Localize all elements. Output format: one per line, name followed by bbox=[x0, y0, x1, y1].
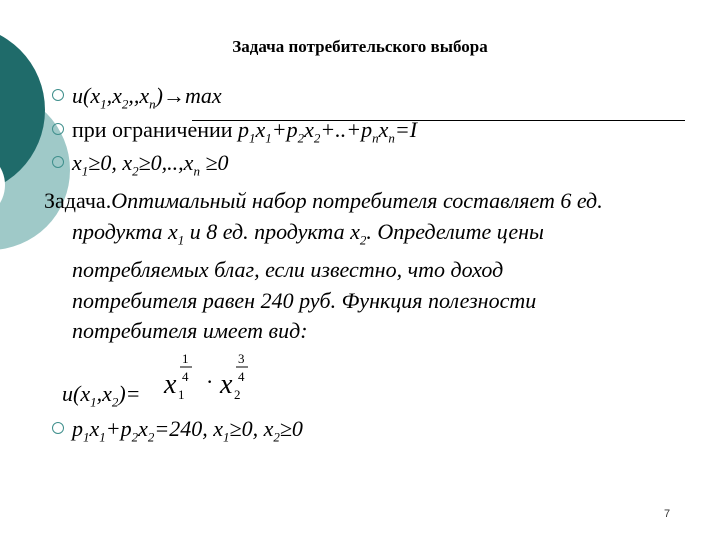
bullet-icon bbox=[52, 422, 64, 434]
exp1-den: 4 bbox=[182, 369, 189, 384]
base-x2-sub: 2 bbox=[234, 387, 241, 402]
dot-operator: · bbox=[206, 369, 214, 394]
bullet-text: $x_1\ge 0$, $x_2\ge 0,..,x_n \ge 0$ bbox=[72, 150, 229, 179]
page-number: 7 bbox=[664, 508, 671, 520]
task-line-3: потребляемых благ, если известно, что доход bbox=[72, 257, 504, 283]
base-x1: x bbox=[164, 369, 177, 400]
utility-formula bbox=[162, 345, 272, 415]
task-line-1 bbox=[44, 186, 694, 217]
task-line-4: потребителя равен 240 руб. Функция полезности bbox=[72, 287, 537, 313]
bullet-icon bbox=[52, 156, 64, 168]
exp2-num: 3 bbox=[238, 351, 245, 366]
task-line-text: Оптимальный набор потребителя составляет 6 ед. bbox=[111, 188, 603, 213]
base-x1-sub: 1 bbox=[178, 387, 185, 402]
bullet-text: $u(x_1,x_2,,x_n)\to\max$ bbox=[72, 83, 222, 112]
base-x2: x bbox=[220, 369, 233, 400]
task-paragraph bbox=[44, 186, 694, 347]
task-label: Задача. bbox=[44, 188, 112, 213]
bullet-text: $p_1x_1+p_2x_2=240$, $x_1\ge 0$, $x_2\ge 0$ bbox=[72, 416, 303, 445]
bullet-icon bbox=[52, 89, 64, 101]
page-title: Задача потребительского выбора bbox=[232, 37, 488, 56]
exp1-num: 1 bbox=[182, 351, 189, 366]
bullet-icon bbox=[52, 123, 64, 135]
exp2-den: 4 bbox=[238, 369, 245, 384]
bullet-text: при ограничении $p_1x_1+p_2x_2+..+p_nx_n=I$ bbox=[72, 117, 418, 146]
task-line-5: потребителя имеет вид: bbox=[72, 318, 308, 344]
utility-lhs: $u(x_1,x_2)=$ bbox=[62, 381, 141, 410]
task-line-2: продукта $x_1$ и 8 ед. продукта $x_2$. Определите цены bbox=[72, 218, 544, 247]
